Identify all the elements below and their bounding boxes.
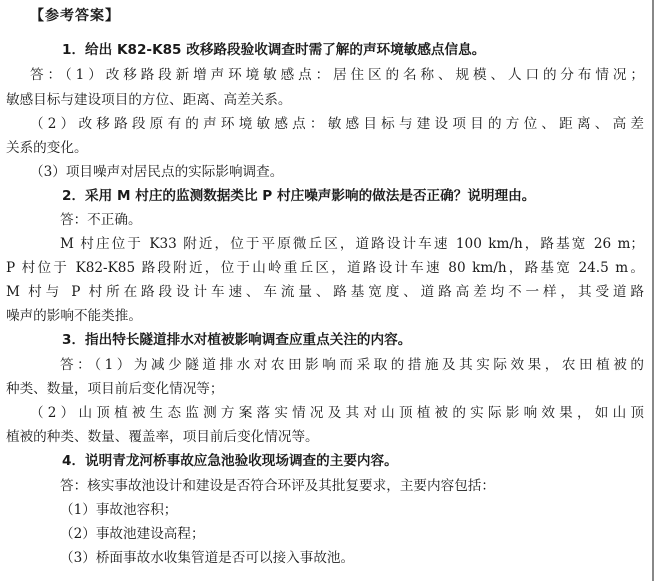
page-heading: 【参考答案】 <box>30 8 120 24</box>
question-2: 2．采用 M 村庄的监测数据类比 P 村庄噪声影响的做法是否正确？说明理由。 <box>62 188 536 204</box>
answer-line: 植被的种类、数量、覆盖率，项目前后变化情况等。 <box>6 429 319 445</box>
answer-line: （2）山顶植被生态监测方案落实情况及其对山顶植被的实际影响效果，如山顶 <box>30 405 644 421</box>
answer-line: M 村与 P 村所在路段设计车速、车流量、路基宽度、道路高差均不一样，其受道路 <box>6 284 644 300</box>
page-edge-divider <box>652 0 654 581</box>
answer-line: P 村位于 K82-K85 路段附近，位于山岭重丘区，道路设计车速 80 km/h，路基宽 24.5 m。 <box>6 260 644 276</box>
answer-line: 答：不正确。 <box>60 212 142 228</box>
question-1: 1．给出 K82-K85 改移路段验收调查时需了解的声环境敏感点信息。 <box>62 42 486 58</box>
answer-line: 答：核实事故池设计和建设是否符合环评及其批复要求，主要内容包括： <box>60 478 495 494</box>
answer-line: （3）项目噪声对居民点的实际影响调查。 <box>30 164 284 180</box>
answer-line: 答：（1）改移路段新增声环境敏感点：居住区的名称、规模、人口的分布情况； <box>30 67 644 83</box>
answer-line: （2）改移路段原有的声环境敏感点：敏感目标与建设项目的方位、距离、高差 <box>30 116 644 132</box>
answer-line: 种类、数量，项目前后变化情况等； <box>6 381 224 397</box>
answer-line: 敏感目标与建设项目的方位、距离、高差关系。 <box>6 92 292 108</box>
answer-line: 答：（1）为减少隧道排水对农田影响而采取的措施及其实际效果，农田植被的 <box>60 357 644 373</box>
answer-line: （2）事故池建设高程； <box>60 526 205 542</box>
question-3: 3．指出特长隧道排水对植被影响调查应重点关注的内容。 <box>62 332 412 348</box>
answer-line: 关系的变化。 <box>6 140 88 156</box>
answer-line: （1）事故池容积； <box>60 502 178 518</box>
answer-line: （3）桥面事故水收集管道是否可以接入事故池。 <box>60 550 355 566</box>
answer-line: M 村庄位于 K33 附近，位于平原微丘区，道路设计车速 100 km/h，路基宽 26 m； <box>60 236 644 252</box>
answer-line: 噪声的影响不能类推。 <box>6 308 142 324</box>
question-4: 4．说明青龙河桥事故应急池验收现场调查的主要内容。 <box>62 453 398 469</box>
